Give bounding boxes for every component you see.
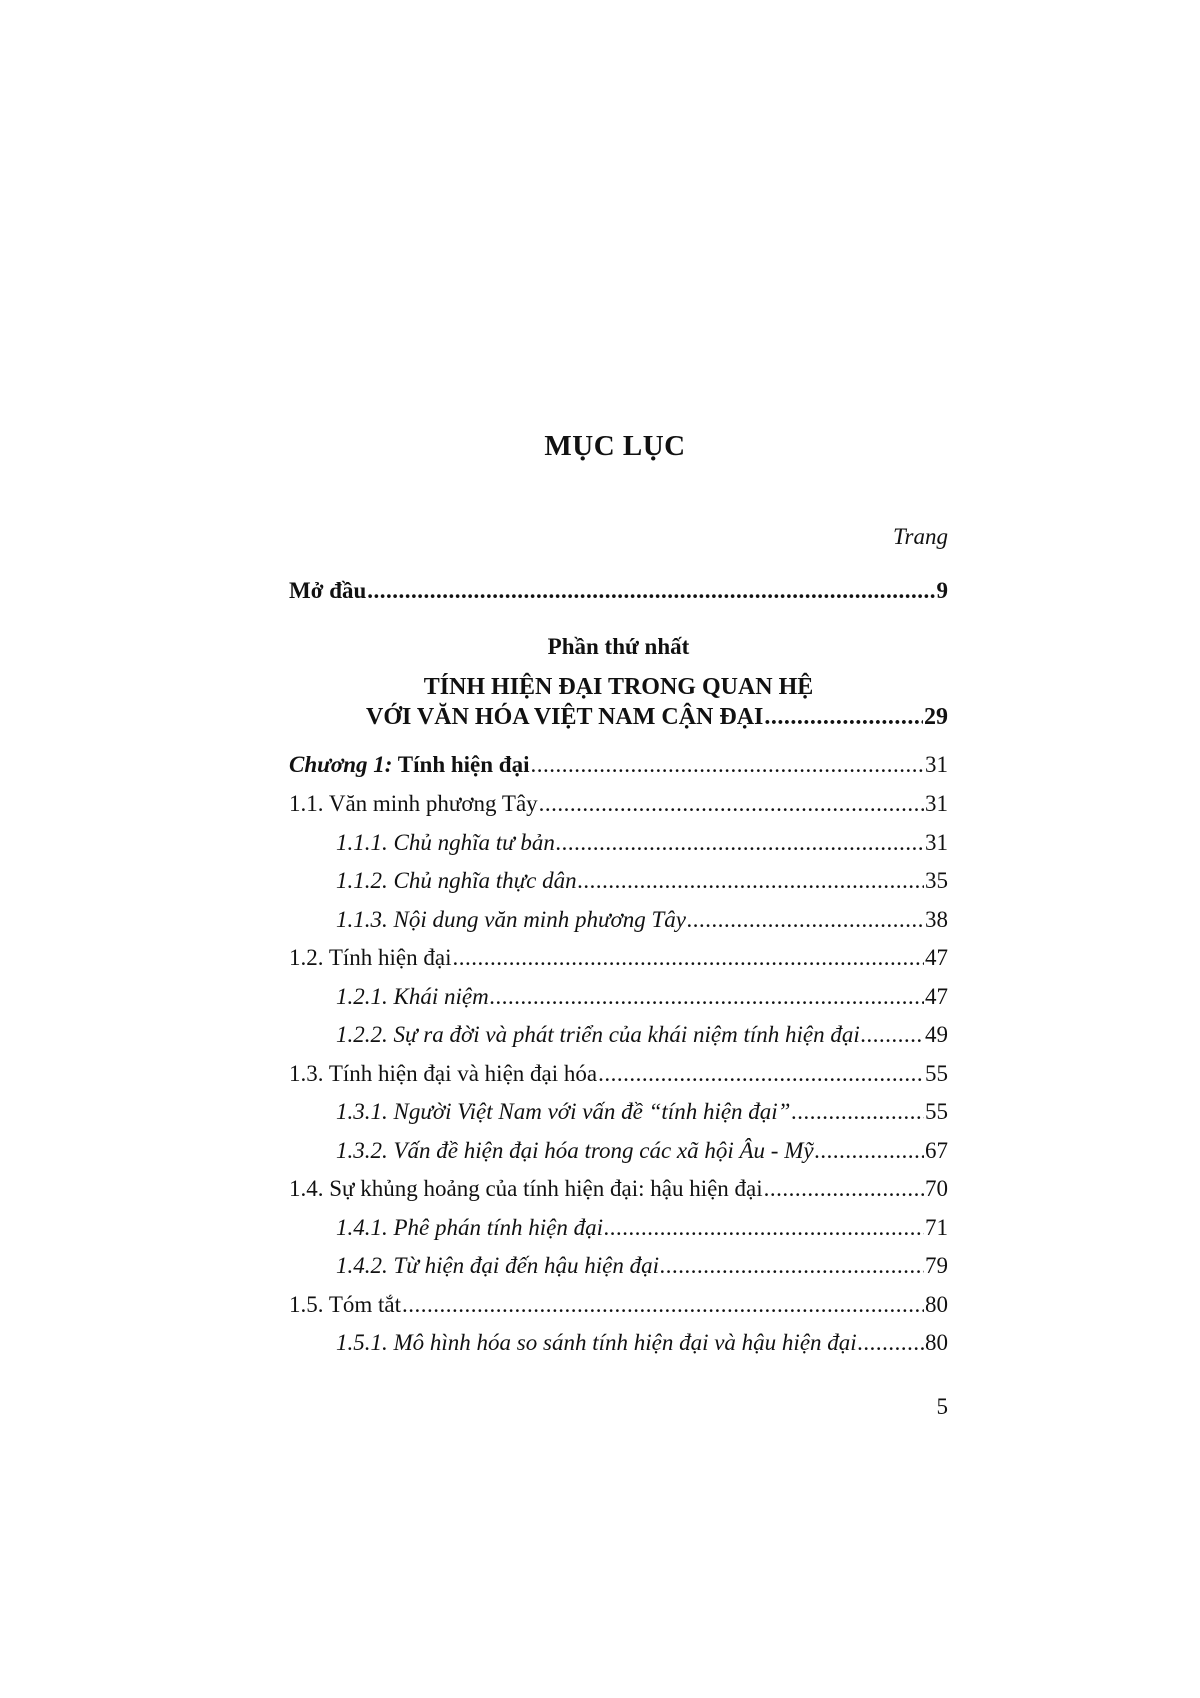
dot-leader [861, 1022, 924, 1048]
entry-page: 55 [925, 1060, 948, 1086]
entry-page: 80 [925, 1330, 948, 1355]
entry-page: 80 [925, 1291, 948, 1317]
dot-leader [367, 578, 935, 604]
dot-leader [539, 791, 924, 817]
toc-entry[interactable] [336, 1022, 948, 1052]
part-label: Phần thứ nhất [547, 634, 690, 659]
entry-label: 1.2. Tính hiện đại [289, 945, 452, 970]
entry-page: 31 [925, 752, 948, 777]
dot-leader [598, 1061, 924, 1087]
toc-entry[interactable] [289, 945, 948, 975]
toc-entry[interactable] [336, 1253, 948, 1283]
entry-label: 1.5. Tóm tắt [289, 1291, 402, 1317]
entry-label: VỚI VĂN HÓA VIỆT NAM CẬN ĐẠI [366, 704, 764, 730]
toc-entry[interactable] [336, 868, 948, 898]
entry-label: Tính hiện đại [392, 752, 530, 777]
dot-leader [604, 1215, 924, 1241]
page-title: MỤC LỤC [544, 430, 686, 462]
entry-page: 71 [925, 1214, 948, 1240]
entry-label: 1.2.2. Sự ra đời và phát triển của khái niệm tính hiện đại [336, 1022, 860, 1047]
entry-label: 1.5.1. Mô hình hóa so sánh tính hiện đại và hậu hiện đại [336, 1330, 857, 1355]
entry-page: 35 [925, 868, 948, 893]
dot-leader [764, 1176, 924, 1202]
dot-leader [402, 1292, 924, 1318]
entry-page: 79 [925, 1253, 948, 1278]
entry-label: 1.3.1. Người Việt Nam với vấn đề “tính hiện đại” [336, 1099, 791, 1124]
entry-page: 67 [925, 1137, 948, 1163]
toc-entry[interactable] [336, 907, 948, 937]
entry-label: 1.2.1. Khái niệm [336, 983, 489, 1009]
entry-label: Mở đầu [289, 578, 367, 603]
entry-page: 29 [924, 704, 948, 730]
toc-entry[interactable] [289, 1176, 948, 1206]
entry-page: 9 [936, 578, 948, 603]
toc-entry[interactable] [289, 1061, 948, 1091]
entry-page: 38 [925, 906, 948, 932]
toc-entry[interactable] [289, 1292, 948, 1322]
entry-label: 1.1.1. Chủ nghĩa tư bản [336, 829, 555, 855]
dot-leader [687, 907, 924, 933]
entry-label: 1.1.2. Chủ nghĩa thực dân [336, 868, 577, 893]
dot-leader [530, 752, 924, 778]
entry-page: 49 [925, 1022, 948, 1047]
entry-label: 1.4. Sự khủng hoảng của tính hiện đại: hậu hiện đại [289, 1176, 763, 1201]
dot-leader [791, 1099, 924, 1125]
entry-page: 47 [925, 983, 948, 1009]
dot-leader [764, 704, 923, 731]
toc-entry[interactable] [336, 1099, 948, 1129]
toc-entry[interactable] [336, 1215, 948, 1245]
toc-entry[interactable] [336, 984, 948, 1014]
dot-leader [858, 1330, 924, 1356]
entry-label: 1.3. Tính hiện đại và hiện đại hóa [289, 1060, 598, 1086]
entry-page: 55 [925, 1099, 948, 1124]
entry-label: 1.1.3. Nội dung văn minh phương Tây [336, 906, 687, 932]
entry-page: 47 [925, 945, 948, 970]
toc-entry[interactable] [336, 1138, 948, 1168]
entry-label: 1.4.2. Từ hiện đại đến hậu hiện đại [336, 1253, 660, 1278]
dot-leader [815, 1138, 924, 1164]
page-column-label: Trang [893, 524, 948, 549]
toc-entry[interactable] [289, 791, 948, 821]
entry-label: 1.3.2. Vấn đề hiện đại hóa trong các xã hội Âu - Mỹ [336, 1137, 814, 1163]
toc-entry[interactable] [336, 830, 948, 860]
toc-entry-chapter[interactable] [289, 752, 948, 782]
dot-leader [578, 868, 924, 894]
part-title-line1: TÍNH HIỆN ĐẠI TRONG QUAN HỆ [423, 674, 814, 700]
entry-label: 1.4.1. Phê phán tính hiện đại [336, 1214, 604, 1240]
chapter-prefix: Chương 1: [289, 752, 393, 777]
toc-entry-intro[interactable] [289, 578, 948, 608]
dot-leader [556, 830, 924, 856]
dot-leader [452, 945, 924, 971]
toc-entry[interactable] [336, 1330, 948, 1360]
toc-entry-part[interactable] [366, 704, 948, 734]
dot-leader [660, 1253, 924, 1279]
entry-page: 31 [925, 791, 948, 816]
entry-page: 31 [925, 829, 948, 855]
dot-leader [490, 984, 924, 1010]
entry-page: 70 [925, 1176, 948, 1201]
page-number: 5 [936, 1394, 948, 1419]
entry-label: 1.1. Văn minh phương Tây [289, 791, 538, 816]
